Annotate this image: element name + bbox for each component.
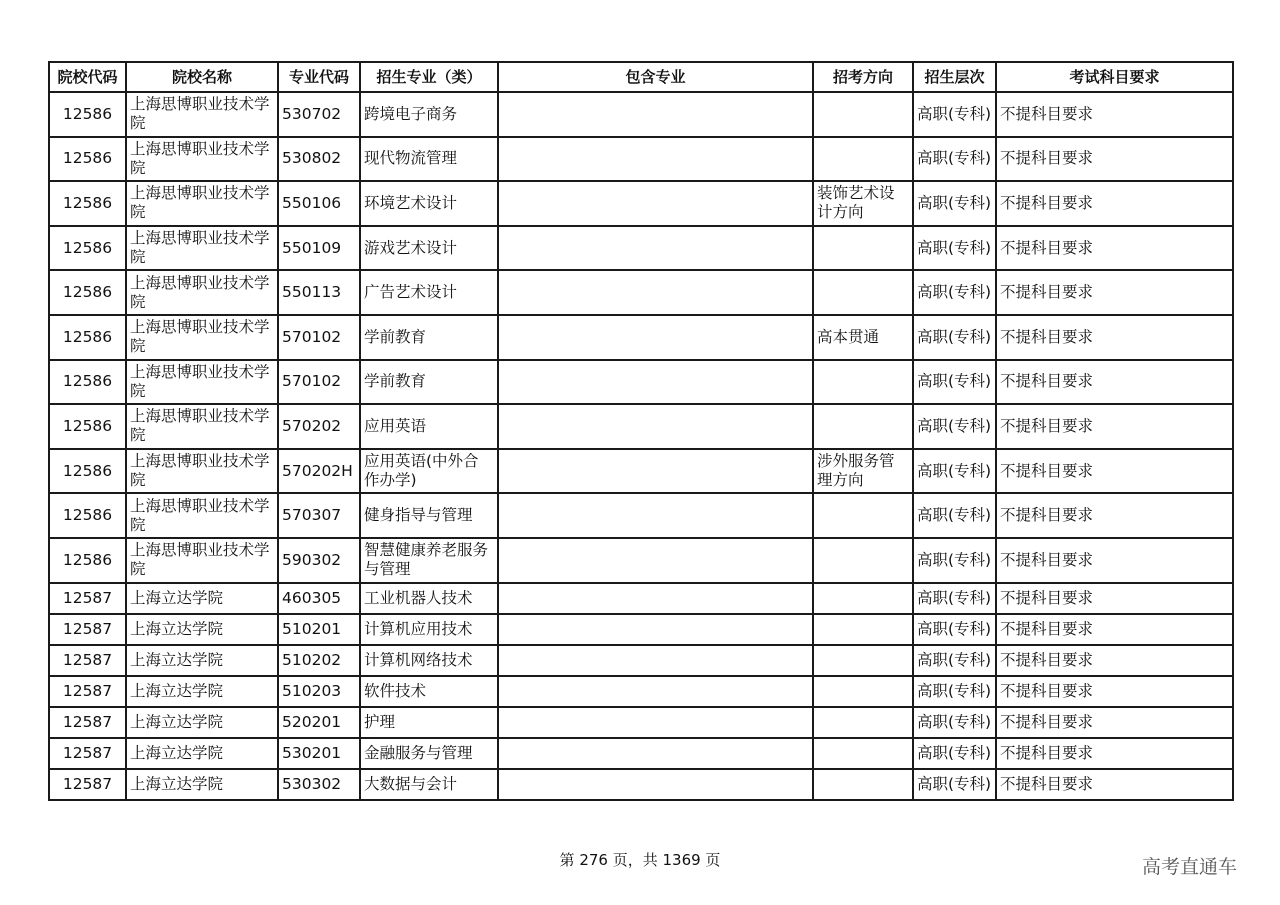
school-code-cell: 12586 <box>49 404 126 449</box>
direction-cell <box>813 645 913 676</box>
school-code-cell: 12587 <box>49 738 126 769</box>
table-row <box>49 676 1233 707</box>
level-cell: 高职(专科) <box>913 92 996 137</box>
level-cell: 高职(专科) <box>913 769 996 800</box>
major-code-cell: 590302 <box>278 538 360 583</box>
requirement-cell: 不提科目要求 <box>996 404 1233 449</box>
direction-cell <box>813 360 913 405</box>
school-name-cell: 上海立达学院 <box>126 769 278 800</box>
requirement-cell: 不提科目要求 <box>996 707 1233 738</box>
major-cell: 智慧健康养老服务与管理 <box>360 538 498 583</box>
school-code-cell: 12587 <box>49 707 126 738</box>
school-name-cell: 上海思博职业技术学院 <box>126 493 278 538</box>
major-code-cell: 510202 <box>278 645 360 676</box>
table-row <box>49 707 1233 738</box>
requirement-cell: 不提科目要求 <box>996 449 1233 494</box>
major-cell: 健身指导与管理 <box>360 493 498 538</box>
school-code-cell: 12587 <box>49 614 126 645</box>
school-code-cell: 12587 <box>49 645 126 676</box>
level-cell: 高职(专科) <box>913 449 996 494</box>
requirement-cell: 不提科目要求 <box>996 360 1233 405</box>
school-name-cell: 上海思博职业技术学院 <box>126 137 278 182</box>
table-row <box>49 738 1233 769</box>
requirement-cell: 不提科目要求 <box>996 676 1233 707</box>
direction-cell <box>813 404 913 449</box>
table-row <box>49 92 1233 137</box>
major-cell: 跨境电子商务 <box>360 92 498 137</box>
included-majors-cell <box>498 645 813 676</box>
direction-cell <box>813 270 913 315</box>
school-name-cell: 上海思博职业技术学院 <box>126 360 278 405</box>
table-row <box>49 226 1233 271</box>
direction-cell: 装饰艺术设计方向 <box>813 181 913 226</box>
level-cell: 高职(专科) <box>913 538 996 583</box>
major-code-cell: 570307 <box>278 493 360 538</box>
included-majors-cell <box>498 493 813 538</box>
requirement-cell: 不提科目要求 <box>996 226 1233 271</box>
level-cell: 高职(专科) <box>913 360 996 405</box>
school-code-cell: 12586 <box>49 226 126 271</box>
school-code-cell: 12586 <box>49 493 126 538</box>
requirement-cell: 不提科目要求 <box>996 270 1233 315</box>
level-cell: 高职(专科) <box>913 583 996 614</box>
header-school-name: 院校名称 <box>126 62 278 92</box>
table-row <box>49 449 1233 494</box>
major-cell: 应用英语 <box>360 404 498 449</box>
page-number: 第 276 页，共 1369 页 <box>559 851 721 869</box>
requirement-cell: 不提科目要求 <box>996 137 1233 182</box>
header-school-code: 院校代码 <box>49 62 126 92</box>
school-code-cell: 12586 <box>49 449 126 494</box>
major-cell: 工业机器人技术 <box>360 583 498 614</box>
major-cell: 计算机网络技术 <box>360 645 498 676</box>
school-name-cell: 上海思博职业技术学院 <box>126 315 278 360</box>
school-name-cell: 上海思博职业技术学院 <box>126 226 278 271</box>
major-code-cell: 510203 <box>278 676 360 707</box>
header-direction: 招考方向 <box>813 62 913 92</box>
requirement-cell: 不提科目要求 <box>996 493 1233 538</box>
table-row <box>49 404 1233 449</box>
school-code-cell: 12587 <box>49 583 126 614</box>
school-code-cell: 12587 <box>49 769 126 800</box>
table-header-row <box>49 62 1233 92</box>
requirement-cell: 不提科目要求 <box>996 181 1233 226</box>
included-majors-cell <box>498 583 813 614</box>
school-name-cell: 上海立达学院 <box>126 645 278 676</box>
table-row <box>49 360 1233 405</box>
major-cell: 环境艺术设计 <box>360 181 498 226</box>
major-code-cell: 460305 <box>278 583 360 614</box>
included-majors-cell <box>498 181 813 226</box>
table-row <box>49 538 1233 583</box>
included-majors-cell <box>498 137 813 182</box>
table-row <box>49 137 1233 182</box>
major-cell: 学前教育 <box>360 360 498 405</box>
level-cell: 高职(专科) <box>913 738 996 769</box>
major-cell: 计算机应用技术 <box>360 614 498 645</box>
table-row <box>49 583 1233 614</box>
level-cell: 高职(专科) <box>913 404 996 449</box>
school-name-cell: 上海思博职业技术学院 <box>126 449 278 494</box>
school-name-cell: 上海思博职业技术学院 <box>126 181 278 226</box>
school-name-cell: 上海思博职业技术学院 <box>126 270 278 315</box>
level-cell: 高职(专科) <box>913 493 996 538</box>
school-name-cell: 上海立达学院 <box>126 707 278 738</box>
school-code-cell: 12586 <box>49 538 126 583</box>
major-code-cell: 510201 <box>278 614 360 645</box>
level-cell: 高职(专科) <box>913 645 996 676</box>
requirement-cell: 不提科目要求 <box>996 315 1233 360</box>
included-majors-cell <box>498 769 813 800</box>
direction-cell <box>813 538 913 583</box>
table-row <box>49 181 1233 226</box>
direction-cell <box>813 676 913 707</box>
included-majors-cell <box>498 92 813 137</box>
direction-cell: 高本贯通 <box>813 315 913 360</box>
major-code-cell: 570102 <box>278 315 360 360</box>
major-code-cell: 530201 <box>278 738 360 769</box>
table-row <box>49 493 1233 538</box>
major-code-cell: 530302 <box>278 769 360 800</box>
requirement-cell: 不提科目要求 <box>996 738 1233 769</box>
school-name-cell: 上海立达学院 <box>126 676 278 707</box>
major-code-cell: 520201 <box>278 707 360 738</box>
direction-cell <box>813 738 913 769</box>
level-cell: 高职(专科) <box>913 707 996 738</box>
direction-cell <box>813 137 913 182</box>
level-cell: 高职(专科) <box>913 226 996 271</box>
included-majors-cell <box>498 360 813 405</box>
included-majors-cell <box>498 449 813 494</box>
header-level: 招生层次 <box>913 62 996 92</box>
table-row <box>49 769 1233 800</box>
school-name-cell: 上海思博职业技术学院 <box>126 404 278 449</box>
header-requirement: 考试科目要求 <box>996 62 1233 92</box>
included-majors-cell <box>498 270 813 315</box>
included-majors-cell <box>498 538 813 583</box>
school-name-cell: 上海立达学院 <box>126 614 278 645</box>
requirement-cell: 不提科目要求 <box>996 583 1233 614</box>
school-name-cell: 上海思博职业技术学院 <box>126 538 278 583</box>
direction-cell <box>813 614 913 645</box>
requirement-cell: 不提科目要求 <box>996 769 1233 800</box>
direction-cell <box>813 583 913 614</box>
major-code-cell: 530802 <box>278 137 360 182</box>
table-row <box>49 614 1233 645</box>
admissions-table <box>48 61 1234 801</box>
header-major-code: 专业代码 <box>278 62 360 92</box>
major-cell: 护理 <box>360 707 498 738</box>
direction-cell: 涉外服务管理方向 <box>813 449 913 494</box>
school-code-cell: 12586 <box>49 181 126 226</box>
school-name-cell: 上海立达学院 <box>126 583 278 614</box>
major-code-cell: 570102 <box>278 360 360 405</box>
direction-cell <box>813 493 913 538</box>
requirement-cell: 不提科目要求 <box>996 645 1233 676</box>
major-cell: 游戏艺术设计 <box>360 226 498 271</box>
level-cell: 高职(专科) <box>913 270 996 315</box>
table-row <box>49 315 1233 360</box>
school-code-cell: 12587 <box>49 676 126 707</box>
included-majors-cell <box>498 226 813 271</box>
direction-cell <box>813 226 913 271</box>
included-majors-cell <box>498 315 813 360</box>
included-majors-cell <box>498 614 813 645</box>
major-cell: 应用英语(中外合作办学) <box>360 449 498 494</box>
requirement-cell: 不提科目要求 <box>996 614 1233 645</box>
table-body <box>49 92 1233 800</box>
included-majors-cell <box>498 404 813 449</box>
major-cell: 大数据与会计 <box>360 769 498 800</box>
major-code-cell: 570202H <box>278 449 360 494</box>
direction-cell <box>813 769 913 800</box>
school-name-cell: 上海立达学院 <box>126 738 278 769</box>
level-cell: 高职(专科) <box>913 137 996 182</box>
school-code-cell: 12586 <box>49 360 126 405</box>
requirement-cell: 不提科目要求 <box>996 538 1233 583</box>
school-code-cell: 12586 <box>49 92 126 137</box>
header-major: 招生专业（类） <box>360 62 498 92</box>
school-name-cell: 上海思博职业技术学院 <box>126 92 278 137</box>
major-code-cell: 550109 <box>278 226 360 271</box>
major-code-cell: 530702 <box>278 92 360 137</box>
level-cell: 高职(专科) <box>913 181 996 226</box>
direction-cell <box>813 92 913 137</box>
major-code-cell: 570202 <box>278 404 360 449</box>
included-majors-cell <box>498 676 813 707</box>
school-code-cell: 12586 <box>49 315 126 360</box>
major-code-cell: 550106 <box>278 181 360 226</box>
major-cell: 广告艺术设计 <box>360 270 498 315</box>
requirement-cell: 不提科目要求 <box>996 92 1233 137</box>
table-row <box>49 270 1233 315</box>
level-cell: 高职(专科) <box>913 676 996 707</box>
major-cell: 软件技术 <box>360 676 498 707</box>
table-row <box>49 645 1233 676</box>
major-cell: 学前教育 <box>360 315 498 360</box>
major-cell: 现代物流管理 <box>360 137 498 182</box>
school-code-cell: 12586 <box>49 137 126 182</box>
included-majors-cell <box>498 707 813 738</box>
level-cell: 高职(专科) <box>913 315 996 360</box>
watermark: 高考直通车 <box>1142 856 1238 878</box>
level-cell: 高职(专科) <box>913 614 996 645</box>
major-code-cell: 550113 <box>278 270 360 315</box>
school-code-cell: 12586 <box>49 270 126 315</box>
major-cell: 金融服务与管理 <box>360 738 498 769</box>
direction-cell <box>813 707 913 738</box>
included-majors-cell <box>498 738 813 769</box>
header-included-majors: 包含专业 <box>498 62 813 92</box>
